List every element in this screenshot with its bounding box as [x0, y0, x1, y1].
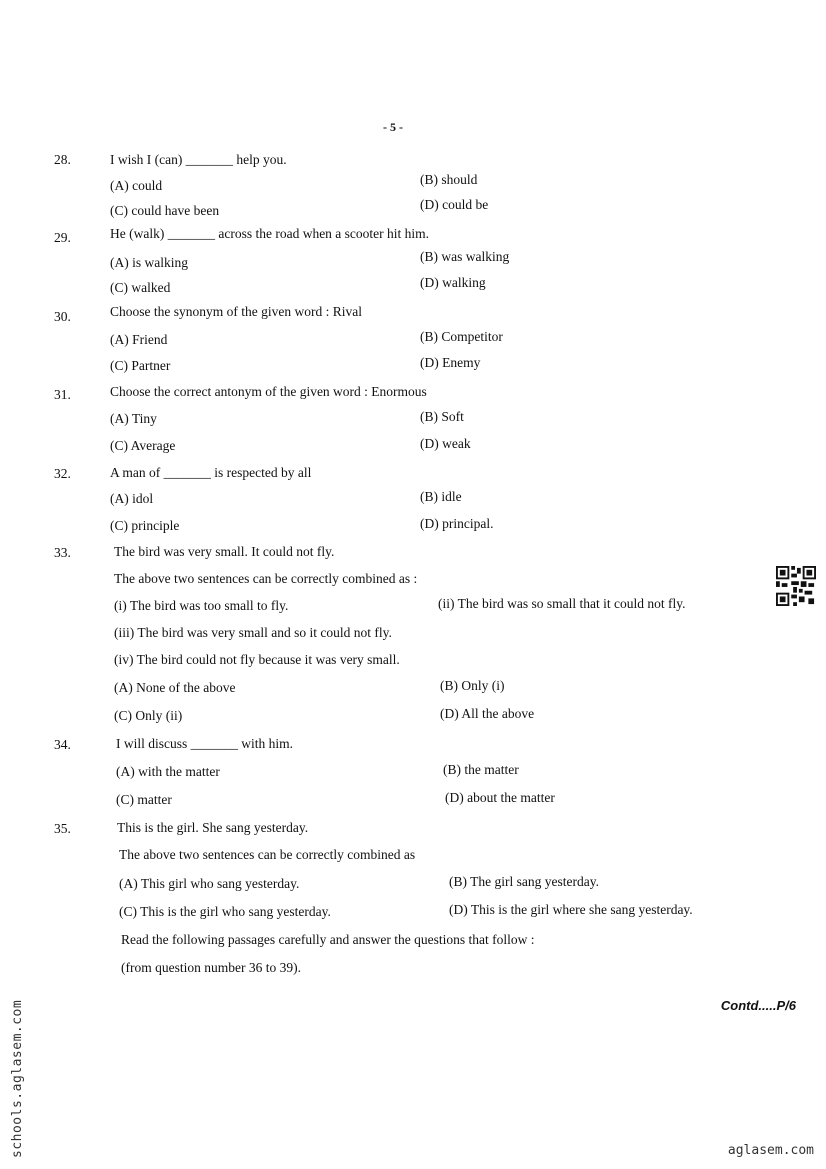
statement: (iii) The bird was very small and so it could not fly. — [114, 625, 392, 640]
question-subtext: The above two sentences can be correctly combined as : — [114, 571, 418, 586]
question-number: 35. — [54, 821, 71, 836]
statement: (iv) The bird could not fly because it was very small. — [114, 652, 400, 667]
option: (B) The girl sang yesterday. — [449, 874, 599, 889]
option: (B) the matter — [443, 762, 519, 777]
option: (B) Competitor — [420, 329, 503, 344]
question-subtext: The above two sentences can be correctly combined as — [119, 847, 416, 862]
bottom-watermark: aglasem.com — [727, 1143, 814, 1158]
option: (D) walking — [420, 275, 486, 290]
option: (A) with the matter — [116, 764, 220, 779]
option: (A) idol — [110, 491, 154, 506]
option: (D) Enemy — [420, 355, 481, 370]
question-text: Choose the synonym of the given word : Rival — [110, 304, 362, 319]
option: (C) This is the girl who sang yesterday. — [119, 904, 331, 919]
statement: (ii) The bird was so small that it could not fly. — [438, 596, 686, 611]
question-number: 31. — [54, 387, 71, 402]
question-text: Choose the correct antonym of the given word : Enormous — [110, 384, 427, 399]
option: (D) All the above — [440, 706, 535, 721]
option: (A) could — [110, 178, 163, 193]
option: (C) could have been — [110, 203, 220, 218]
question-number: 29. — [54, 230, 71, 245]
question-text: The bird was very small. It could not fly. — [114, 544, 335, 559]
option: (B) was walking — [420, 249, 510, 264]
side-watermark: schools.aglasem.com — [10, 999, 25, 1158]
passage-range: (from question number 36 to 39). — [121, 960, 301, 975]
option: (C) Partner — [110, 358, 171, 373]
option: (D) about the matter — [445, 790, 555, 805]
option: (C) Only (ii) — [114, 708, 183, 723]
statement: (i) The bird was too small to fly. — [114, 598, 289, 613]
question-text: He (walk) _______ across the road when a scooter hit him. — [110, 226, 430, 241]
question-text: A man of _______ is respected by all — [110, 465, 312, 480]
option: (D) principal. — [420, 516, 494, 531]
option: (B) Only (i) — [440, 678, 505, 693]
question-text: I will discuss _______ with him. — [116, 736, 294, 751]
question-number: 28. — [54, 152, 71, 167]
question-number: 33. — [54, 545, 71, 560]
option: (A) is walking — [110, 255, 188, 270]
option: (C) matter — [116, 792, 172, 807]
option: (A) Friend — [110, 332, 168, 347]
option: (A) This girl who sang yesterday. — [119, 876, 300, 891]
option: (B) Soft — [420, 409, 464, 424]
question-number: 32. — [54, 466, 71, 481]
option: (A) None of the above — [114, 680, 236, 695]
qr-code-icon — [776, 566, 816, 606]
option: (A) Tiny — [110, 411, 157, 426]
continued-label: Contd.....P/6 — [720, 998, 796, 1013]
question-text: I wish I (can) _______ help you. — [110, 152, 287, 167]
option: (C) Average — [110, 438, 176, 453]
option: (D) weak — [420, 436, 471, 451]
page-number: - 5 - — [383, 120, 403, 134]
passage-instruction: Read the following passages carefully and answer the questions that follow : — [121, 932, 535, 947]
option: (C) principle — [110, 518, 180, 533]
question-number: 30. — [54, 309, 71, 324]
option: (B) should — [420, 172, 478, 187]
question-number: 34. — [54, 737, 71, 752]
option: (D) This is the girl where she sang yesterday. — [449, 902, 693, 917]
option: (D) could be — [420, 197, 489, 212]
question-text: This is the girl. She sang yesterday. — [117, 820, 309, 835]
option: (B) idle — [420, 489, 462, 504]
option: (C) walked — [110, 280, 171, 295]
